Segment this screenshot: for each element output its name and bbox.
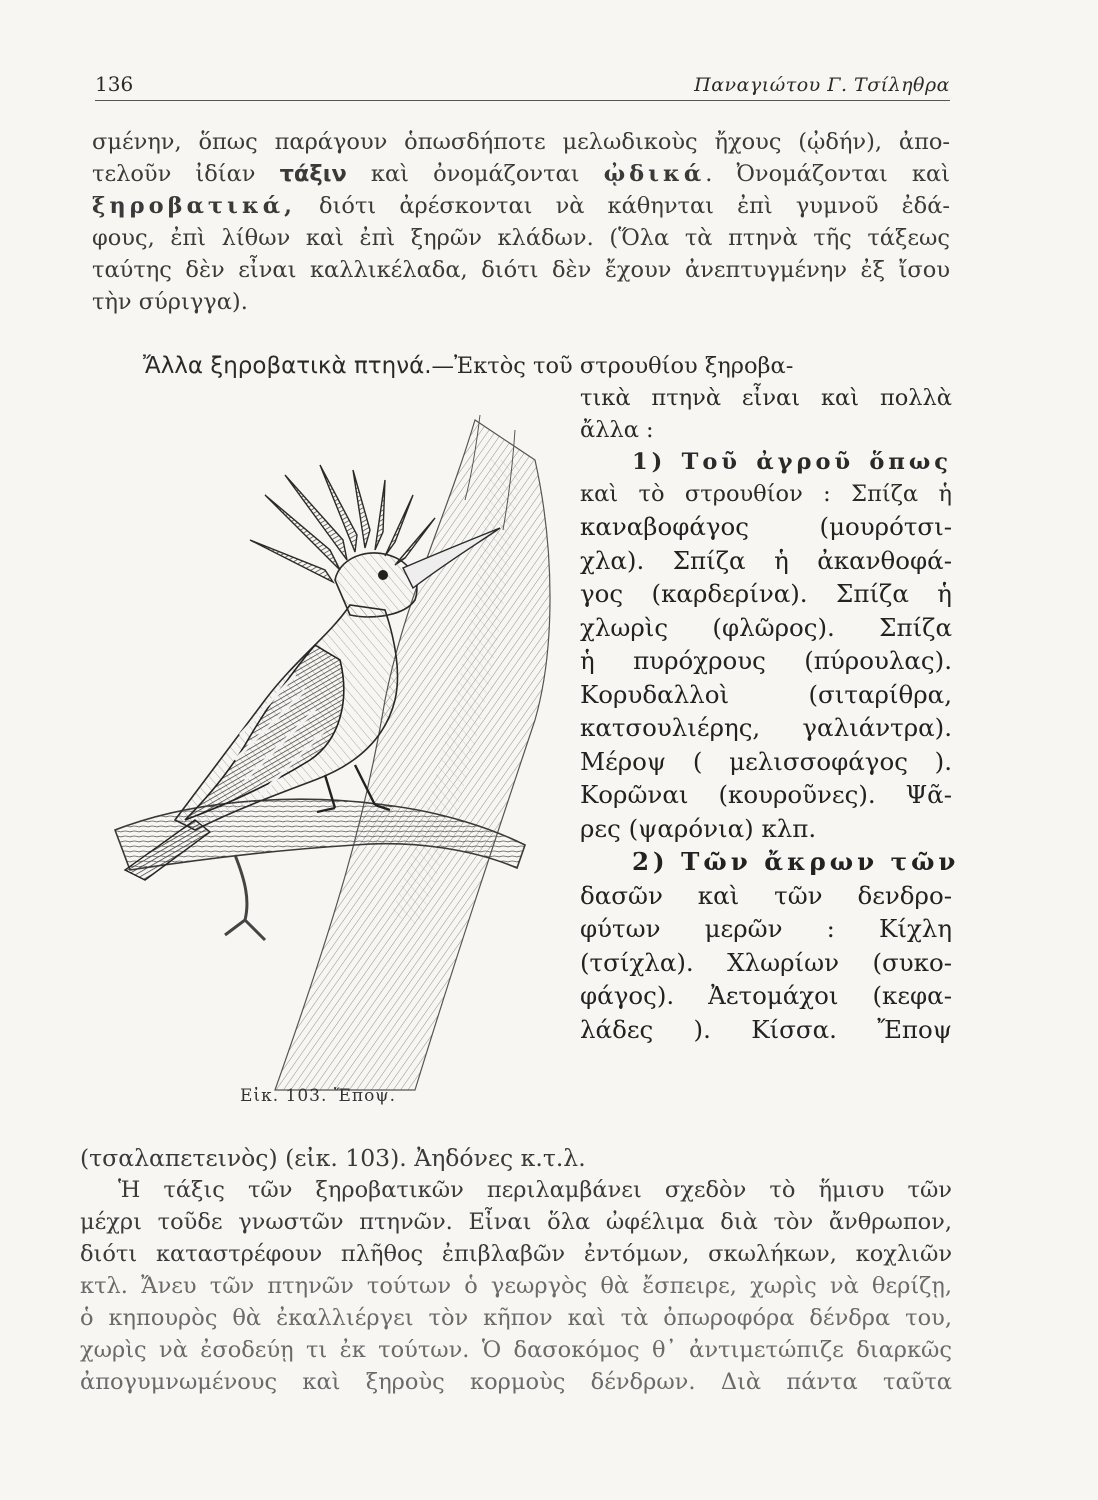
spaced-term-xirovatika: ξηροβατικά, <box>92 193 296 219</box>
section-heading: Ἄλλα ξηροβατικὰ πτηνά. <box>143 353 432 379</box>
hoopoe-illustration <box>85 400 575 1100</box>
column-line-3: 1) Τοῦ ἀγροῦ ὅπως <box>632 449 952 475</box>
column-line-19: φάγος). Ἀετομάχοι (κεφα- <box>580 981 952 1010</box>
column-line-10: Κορυδαλλοὶ (σιταρίθρα, <box>580 679 952 709</box>
section-heading-continuation: —Ἐκτὸς τοῦ στρουθίου ξηροβα- <box>431 353 794 379</box>
lead-line-6: τὴν σύριγγα). <box>92 289 248 315</box>
page-number: 136 <box>95 72 134 96</box>
tail-line-6: ὁ κηπουρὸς θὰ ἐκαλλιέργει τὸν κῆπον καὶ τὰ ὀπωροφόρα δένδρα του, <box>80 1305 952 1331</box>
figure-caption: Εἰκ. 103. Ἔποψ. <box>240 1086 397 1106</box>
tail-line-3: μέχρι τοῦδε γνωστῶν πτηνῶν. Εἶναι ὅλα ὠφέλιμα διὰ τὸν ἄνθρωπον, <box>80 1209 952 1235</box>
lead-line-5: ταύτης δὲν εἶναι καλλικέλαδα, διότι δὲν ἔχουν ἀνεπτυγμένην ἐξ ἴσου <box>92 257 950 283</box>
lead-line-2-mid: καὶ ὀνομάζονται <box>346 161 604 187</box>
column-line-7: γος (καρδερίνα). Σπίζα ἡ <box>580 579 952 608</box>
lead-line-2-start: τελοῦν ἰδίαν <box>92 161 256 187</box>
page-header <box>95 72 950 101</box>
bird-head <box>335 553 417 617</box>
column-line-4: καὶ τὸ στρουθίον : Σπίζα ἡ <box>580 481 952 507</box>
column-line-1: τικὰ πτηνὰ εἶναι καὶ πολλὰ <box>580 385 952 411</box>
running-head: Παναγιώτου Γ. Τσίληθρα <box>694 74 950 96</box>
taxon-term: τάξιν <box>279 161 347 187</box>
column-line-9: ἡ πυρόχρους (πύρουλας). <box>580 646 952 675</box>
column-line-11: κατσουλιέρης, γαλιάντρα). <box>580 713 952 742</box>
bird-eye <box>378 570 388 580</box>
column-line-20: λάδες ). Κίσσα. Ἔποψ <box>580 1014 952 1044</box>
column-line-5: καναβοφάγος (μουρότσι- <box>580 512 952 541</box>
closing-paragraph <box>80 1142 952 1398</box>
spaced-term-odika: ᾠδικά <box>603 161 706 187</box>
tail-line-2: Ἡ τάξις τῶν ξηροβατικῶν περιλαμβάνει σχεδὸν τὸ ἥμισυ τῶν <box>118 1177 952 1203</box>
lead-line-2 <box>92 158 950 190</box>
column-line-17: φύτων μερῶν : Κίχλη <box>580 914 952 943</box>
tail-line-5: κτλ. Ἄνευ τῶν πτηνῶν τούτων ὁ γεωργὸς θὰ ἔσπειρε, χωρὶς νὰ θερίζῃ, <box>80 1273 952 1299</box>
column-line-2: ἄλλα : <box>580 417 654 443</box>
column-line-14: ρες (ψαρόνια) κλπ. <box>580 813 817 843</box>
column-line-16: δασῶν καὶ τῶν δενδρο- <box>580 880 952 910</box>
right-column-text <box>580 382 960 1046</box>
lead-line-2-end: . Ὀνομάζονται καὶ <box>705 161 951 187</box>
tail-line-1: (τσαλαπετεινὸς) (εἰκ. 103). Ἀηδόνες κ.τ.λ. <box>80 1144 586 1172</box>
tail-line-7: χωρὶς νὰ ἐσοδεύῃ τι ἐκ τούτων. Ὁ δασοκόμος θ᾽ ἀντιμετώπιζε διαρκῶς <box>80 1337 952 1363</box>
column-line-15: 2) Τῶν ἄκρων τῶν <box>632 847 960 876</box>
lead-line-1: σμένην, ὅπως παράγουν ὁπωσδήποτε μελωδικοὺς ἤχους (ᾠδήν), ἀπο- <box>92 129 950 155</box>
tail-line-4: διότι καταστρέφουν πλῆθος ἐπιβλαβῶν ἐντόμων, σκωλήκων, κοχλιῶν <box>80 1241 952 1267</box>
tail-line-8: ἀπογυμνωμένους καὶ ξηροὺς κορμοὺς δένδρων. Διὰ πάντα ταῦτα <box>80 1369 952 1395</box>
lead-line-3 <box>92 190 950 222</box>
column-line-8: χλωρὶς (φλῶρος). Σπίζα <box>580 612 952 642</box>
lead-line-3-rest: διότι ἀρέσκονται νὰ κάθηνται ἐπὶ γυμνοῦ ἐδά- <box>295 193 950 219</box>
column-line-12: Μέροψ ( μελισσοφάγος ). <box>580 746 952 776</box>
lead-line-4: φους, ἐπὶ λίθων καὶ ἐπὶ ξηρῶν κλάδων. (Ὅλα τὰ πτηνὰ τῆς τάξεως <box>92 225 950 251</box>
hoopoe-drawing <box>85 400 575 1100</box>
column-line-13: Κορῶναι (κουροῦνες). Ψᾶ- <box>580 780 952 809</box>
section-heading-line <box>143 350 953 382</box>
column-line-18: (τσίχλα). Χλωρίων (συκο- <box>580 947 952 977</box>
lead-paragraph <box>92 126 950 318</box>
column-line-6: χλα). Σπίζα ἡ ἀκανθοφά- <box>580 545 952 575</box>
